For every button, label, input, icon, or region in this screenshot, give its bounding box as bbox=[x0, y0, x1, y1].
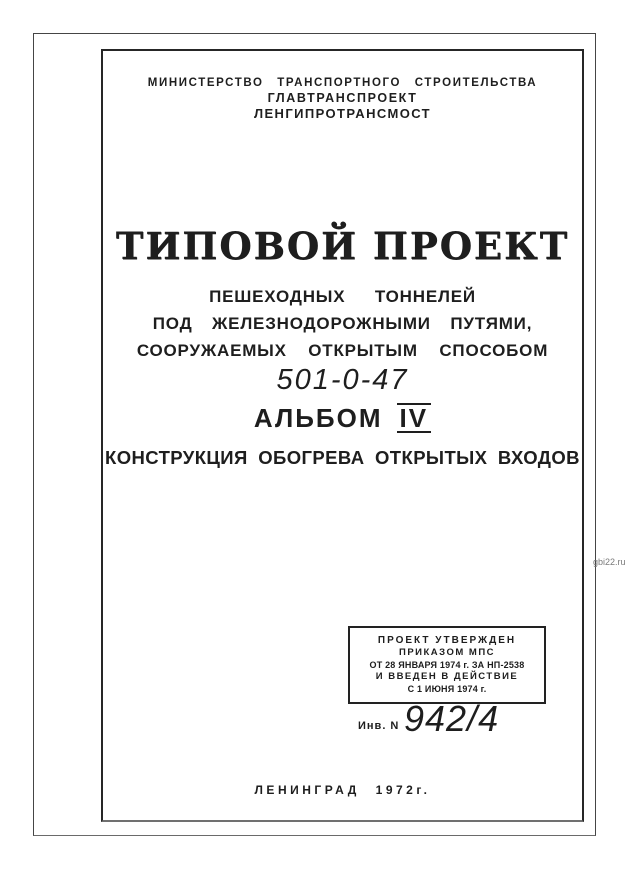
album-roman-numeral: IV bbox=[397, 403, 432, 433]
title-line-pedestrian-tunnels: ПЕШЕХОДНЫХ ТОННЕЛЕЙ bbox=[209, 287, 476, 306]
inventory-number: 942/4 bbox=[404, 698, 500, 739]
ministry-name: МИНИСТЕРСТВО ТРАНСПОРТНОГО СТРОИТЕЛЬСТВА bbox=[147, 77, 538, 89]
stamp-line-order-date: ОТ 28 ЯНВАРЯ 1974 г. ЗА НП-2538 bbox=[369, 660, 525, 671]
lengiprotransmost-name: ЛЕНГИПРОТРАНСМОСТ bbox=[253, 106, 432, 121]
site-watermark: gbi22.ru bbox=[593, 557, 626, 567]
title-line-open-method: СООРУЖАЕМЫХ ОТКРЫТЫМ СПОСОБОМ bbox=[136, 341, 549, 360]
stamp-line-approved: ПРОЕКТ УТВЕРЖДЕН bbox=[377, 634, 517, 646]
album-line bbox=[101, 403, 584, 434]
project-number: 501-0-47 bbox=[276, 364, 409, 396]
inventory-label: Инв. N bbox=[358, 720, 400, 732]
organization-header bbox=[101, 76, 584, 122]
album-subtitle: КОНСТРУКЦИЯ ОБОГРЕВА ОТКРЫТЫХ ВХОДОВ bbox=[105, 447, 580, 468]
approval-stamp-box bbox=[348, 626, 546, 704]
city-year-footer: ЛЕНИНГРАД 1972г. bbox=[254, 783, 431, 797]
glavtransproekt-name: ГЛАВТРАНСПРОЕКТ bbox=[267, 91, 418, 105]
album-label: АЛЬБОМ bbox=[253, 403, 383, 433]
inventory-number-line bbox=[352, 700, 552, 760]
stamp-line-enacted: И ВВЕДЕН В ДЕЙСТВИЕ bbox=[375, 671, 519, 683]
title-line-under-railway-tracks: ПОД ЖЕЛЕЗНОДОРОЖНЫМИ ПУТЯМИ, bbox=[152, 314, 533, 333]
stamp-line-order: ПРИКАЗОМ МПС bbox=[398, 647, 496, 659]
stamp-line-effective-date: С 1 ИЮНЯ 1974 г. bbox=[407, 684, 487, 695]
document-main-title: ТИПОВОЙ ПРОЕКТ bbox=[115, 224, 570, 268]
